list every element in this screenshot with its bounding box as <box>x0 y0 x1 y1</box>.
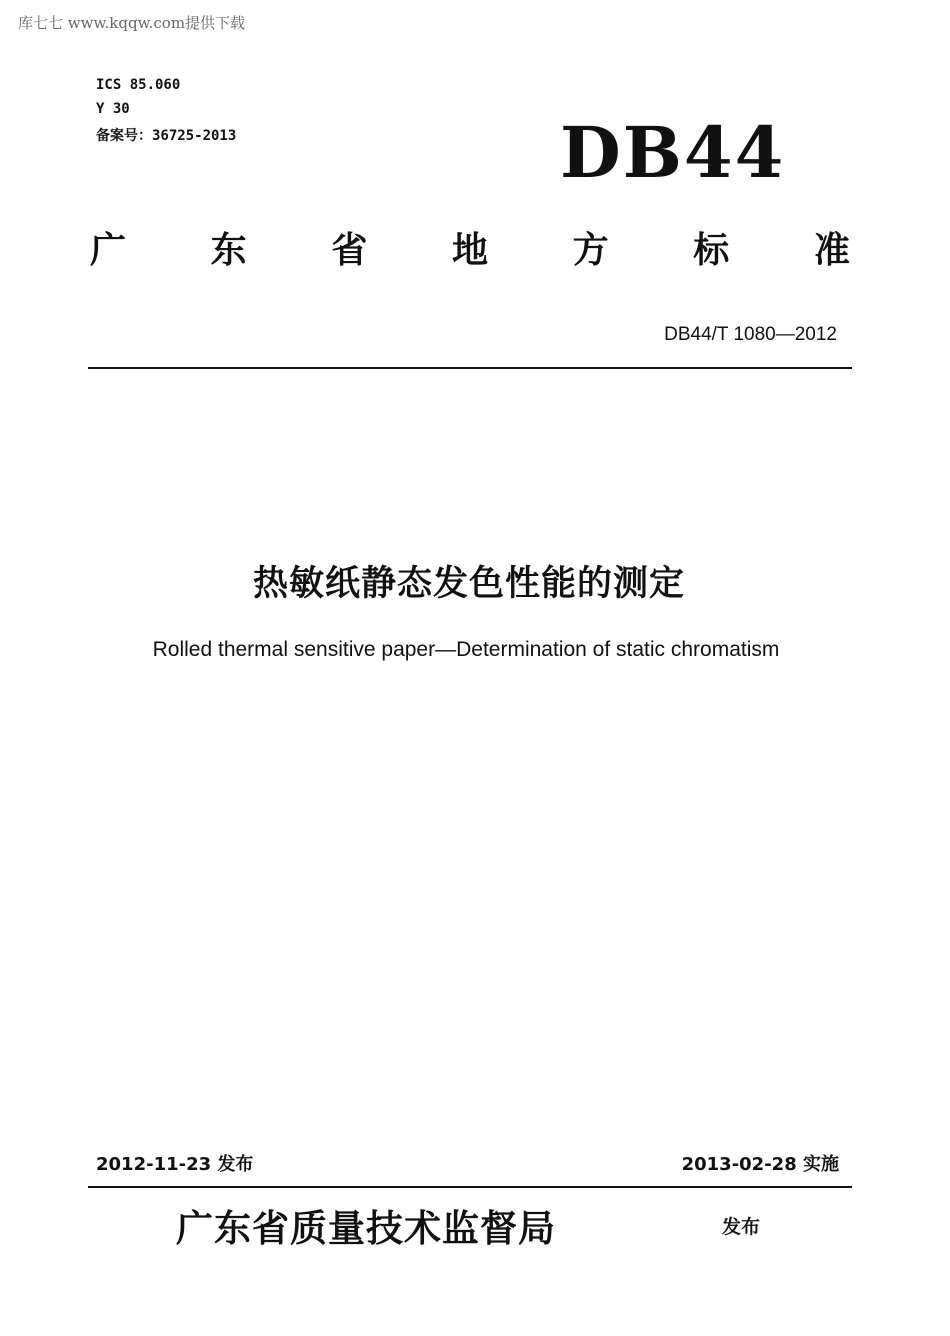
standard-type-char: 标 <box>693 229 730 271</box>
standard-type-char: 省 <box>331 229 368 271</box>
bottom-divider <box>88 1186 852 1188</box>
db-code-logo: DB44 <box>560 111 786 194</box>
title-chinese: 热敏纸静态发色性能的测定 <box>252 564 685 604</box>
standard-type-char: 方 <box>572 229 609 271</box>
title-english: Rolled thermal sensitive paper—Determination of static chromatism <box>152 638 780 661</box>
standard-type-char: 广 <box>90 229 127 271</box>
standard-number: DB44/T 1080—2012 <box>664 324 837 345</box>
effective-date: 2013-02-28 实施 <box>681 1154 839 1175</box>
issuer-name: 广东省质量技术监督局 <box>176 1206 556 1250</box>
classification-code: Y 30 <box>96 101 130 117</box>
standard-type-char: 准 <box>813 229 850 271</box>
ics-code: ICS 85.060 <box>96 77 181 93</box>
watermark-text: 库七七 www.kqqw.com提供下载 <box>18 14 246 32</box>
top-divider <box>88 367 852 369</box>
standard-type-heading <box>90 222 850 273</box>
standard-type-char: 东 <box>210 229 247 271</box>
standard-type-char: 地 <box>451 229 488 271</box>
filing-number: 备案号：36725-2013 <box>96 128 237 144</box>
issuer-suffix: 发布 <box>722 1216 761 1238</box>
issue-date: 2012-11-23 发布 <box>96 1154 254 1175</box>
